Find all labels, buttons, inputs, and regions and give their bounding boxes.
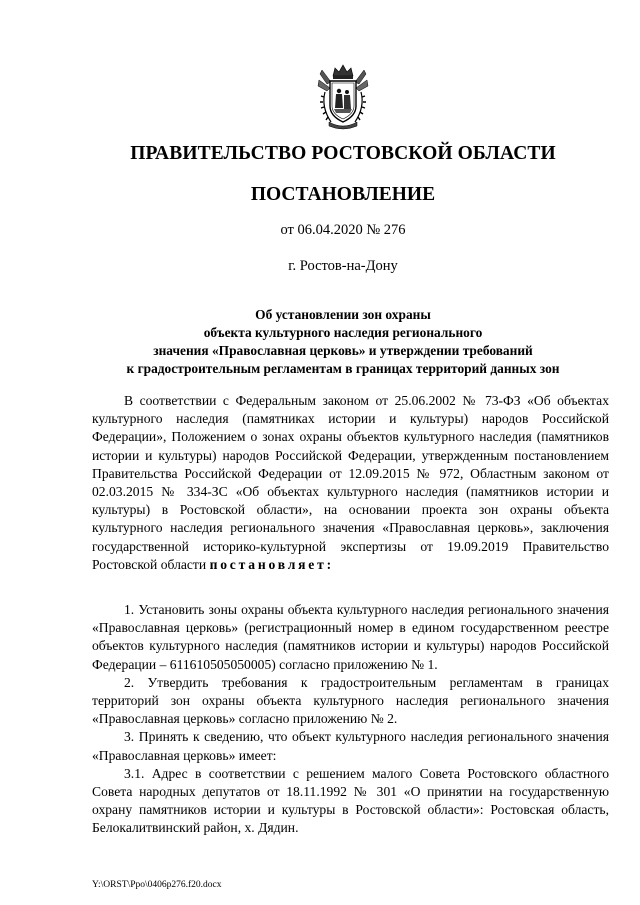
decree-item-3-1: 3.1. Адрес в соответствии с решением малого Совета Ростовского областного Совета народных депутатов от 18.11.1992 № 301 «О принятии на государственную охрану памятников истории и культуры в Ростовской области»: Ростовская область, Белокалитвинский район, х. Дядин.	[92, 765, 609, 836]
preamble-text: В соответствии с Федеральным законом от 25.06.2002 № 73-ФЗ «Об объектах культурного наследия (памятниках истории и культуры) народов Российской Федерации», Положением о зонах охраны объектов культурного наследия (памятников истории и культуры) народов Российской Федерации, утвержденным постановлением Правительства Российской Федерации от 12.09.2015 № 972, Областным законом от 02.03.2015 № 334-ЗС «Об объектах культурного наследия (памятников истории и культуры) в Ростовской области», на основании проекта зон охраны объекта культурного наследия регионального значения «Православная церковь», заключения государственной историко-культурной экспертизы от 19.09.2019 Правительство Ростовской области	[92, 393, 609, 572]
subject-line: Об установлении зон охраны	[255, 307, 431, 322]
document-date-number: от 06.04.2020 № 276	[280, 222, 406, 238]
decree-item-3: 3. Принять к сведению, что объект культурного наследия регионального значения «Православная церковь» имеет:	[92, 729, 609, 763]
government-title: ПРАВИТЕЛЬСТВО РОСТОВСКОЙ ОБЛАСТИ	[130, 143, 556, 164]
subject-line: к градостроительным регламентам в границах территорий данных зон	[126, 361, 560, 376]
decree-word: постановляет:	[209, 556, 334, 572]
decree-item-1: 1. Установить зоны охраны объекта культурного наследия регионального значения «Православная церковь» (регистрационный номер в едином государственном реестре объектов культурного наследия (памятников истории и культуры) народов Российской Федерации – 611610505050005) согласно приложению № 1.	[92, 602, 609, 672]
decree-item-2: 2. Утвердить требования к градостроительным регламентам в границах территорий зон охраны объекта культурного наследия регионального значения «Православная церковь» согласно приложению № 2.	[92, 674, 609, 727]
preamble	[92, 392, 609, 574]
document-city: г. Ростов-на-Дону	[288, 258, 398, 274]
document-subject	[90, 306, 596, 378]
decree-items	[92, 601, 609, 838]
coat-of-arms-icon	[317, 62, 369, 132]
preamble-paragraph	[92, 392, 609, 574]
subject-line: объекта культурного наследия регионального	[203, 325, 483, 340]
footer-file-path: Y:\ORST\Ppo\0406p276.f20.docx	[92, 880, 222, 890]
document-type-heading: ПОСТАНОВЛЕНИЕ	[250, 184, 436, 205]
subject-line: значения «Православная церковь» и утверждении требований	[153, 343, 533, 358]
